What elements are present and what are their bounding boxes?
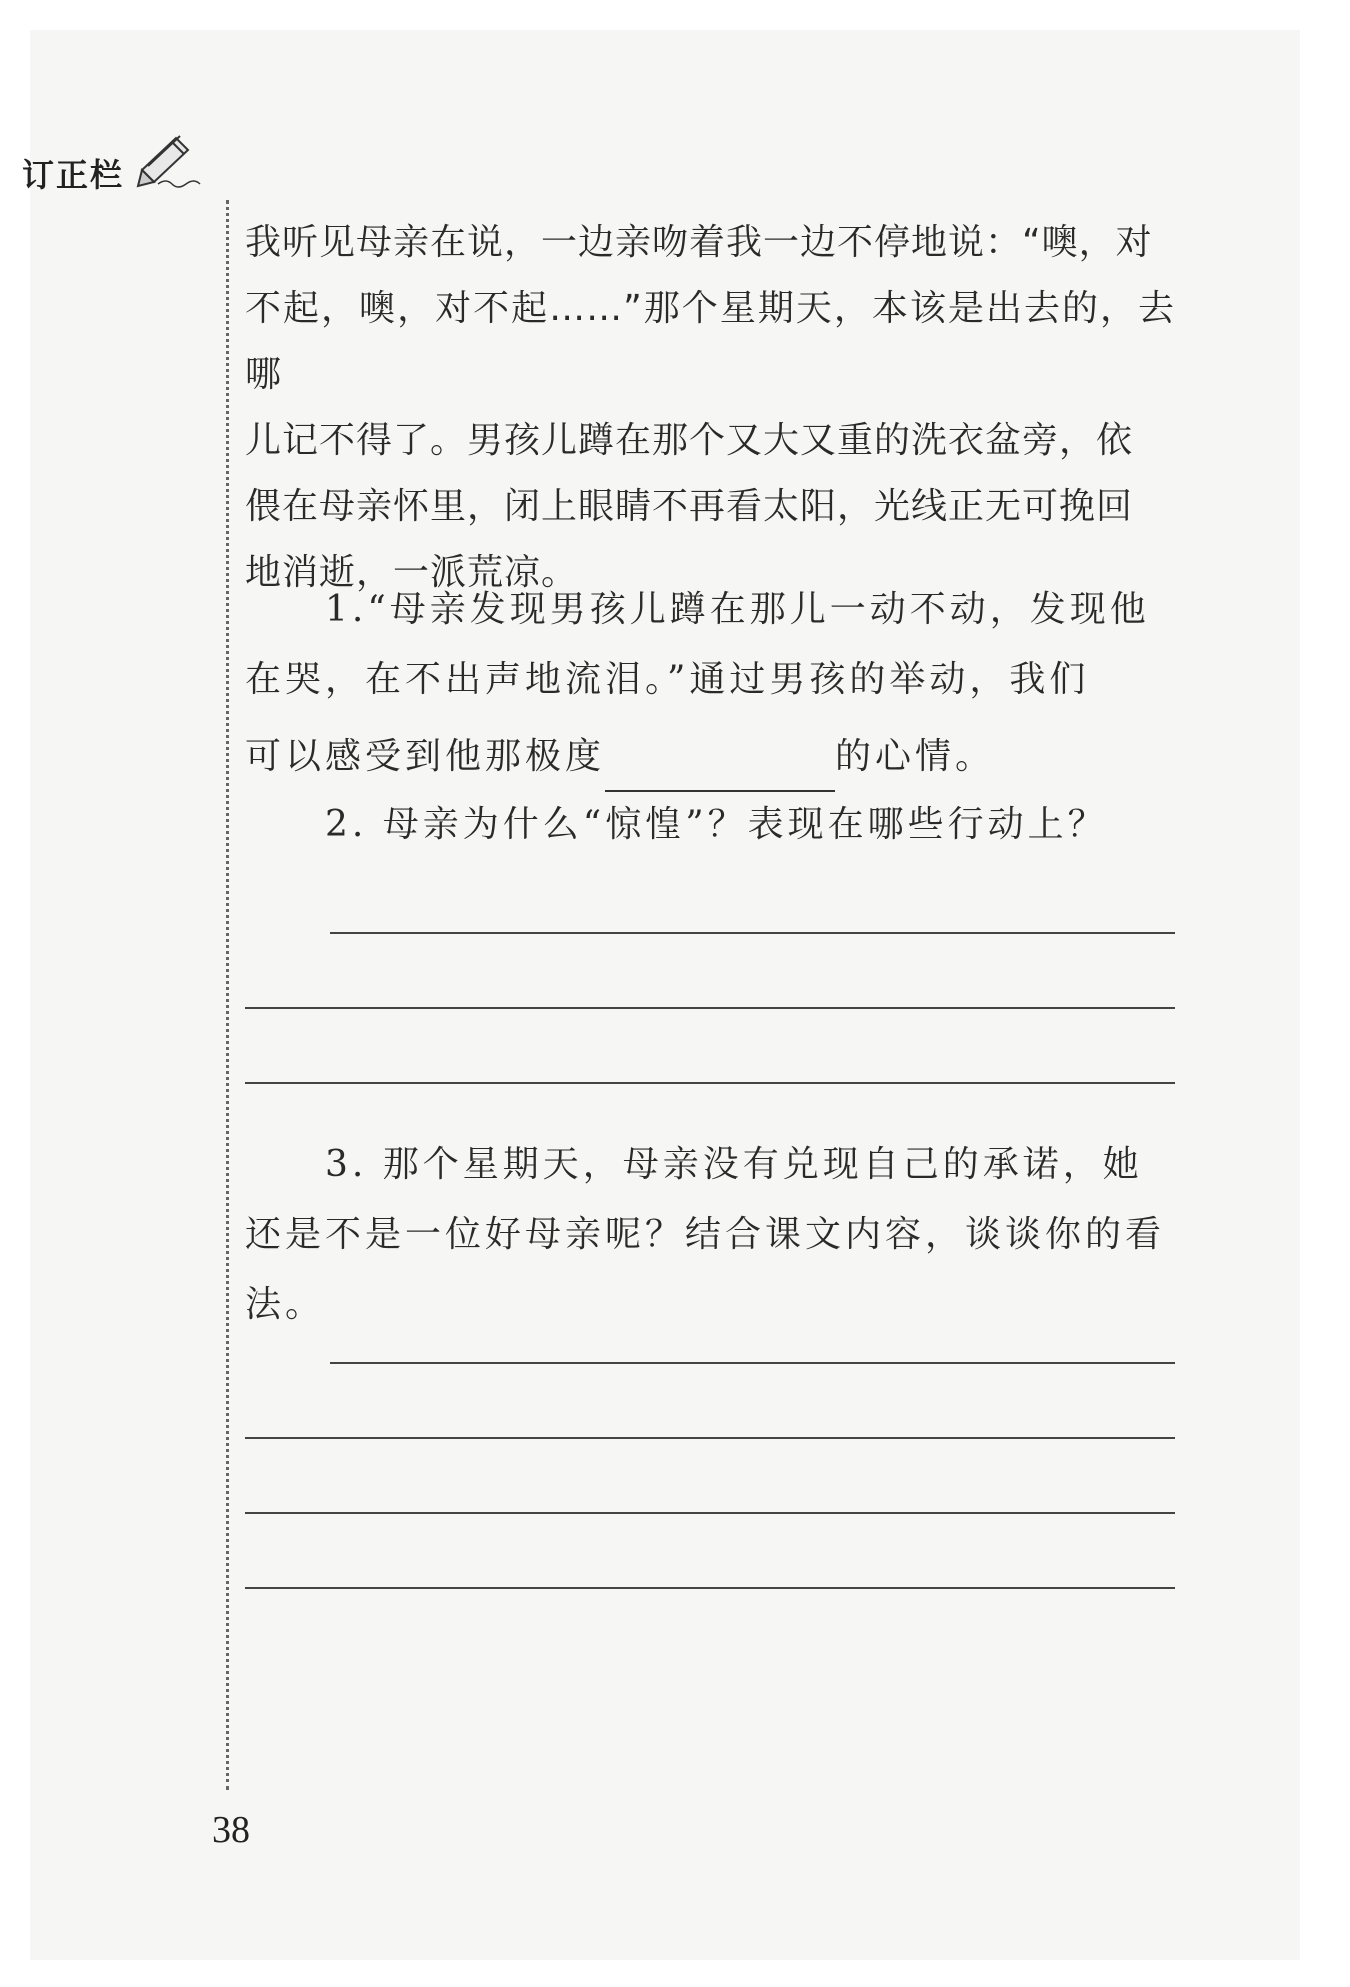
- answer-line[interactable]: [245, 1007, 1175, 1009]
- reading-passage: [245, 210, 1175, 606]
- margin-divider: [226, 200, 229, 1790]
- passage-line: 偎在母亲怀里，闭上眼睛不再看太阳，光线正无可挽回: [245, 486, 1134, 527]
- answer-line[interactable]: [245, 1437, 1175, 1439]
- question-1-fill-line: [245, 722, 1175, 792]
- content-area: [245, 210, 1175, 1325]
- answer-line[interactable]: [330, 932, 1175, 934]
- passage-line: 地消逝，一派荒凉。: [245, 552, 579, 593]
- question-1-after-blank: 的心情。: [835, 736, 996, 777]
- correction-column-label: 订正栏: [22, 156, 125, 194]
- page-number: 38: [212, 1809, 250, 1851]
- question-1-text: 1.“母亲发现男孩儿蹲在那儿一动不动，发现他在哭，在不出声地流泪。”通过男孩的举动，我们: [245, 589, 1150, 700]
- pencil-icon: [128, 130, 208, 190]
- question-2-text: 2. 母亲为什么“惊惶”？表现在哪些行动上？: [325, 804, 1108, 845]
- answer-line[interactable]: [245, 1587, 1175, 1589]
- answer-line[interactable]: [245, 1082, 1175, 1084]
- answer-line[interactable]: [330, 1362, 1175, 1364]
- question-3-text: 3. 那个星期天，母亲没有兑现自己的承诺，她还是不是一位好母亲呢？结合课文内容，谈谈你的看法。: [245, 1144, 1166, 1325]
- question-1-answer-blank[interactable]: [605, 750, 835, 792]
- passage-line: 不起，噢，对不起……”那个星期天，本该是出去的，去哪: [245, 288, 1175, 395]
- question-1-before-blank: 可以感受到他那极度: [245, 736, 606, 777]
- passage-line: 儿记不得了。男孩儿蹲在那个又大又重的洗衣盆旁，依: [245, 420, 1134, 461]
- passage-line: 我听见母亲在说，一边亲吻着我一边不停地说：“噢，对: [245, 222, 1153, 263]
- answer-line[interactable]: [245, 1512, 1175, 1514]
